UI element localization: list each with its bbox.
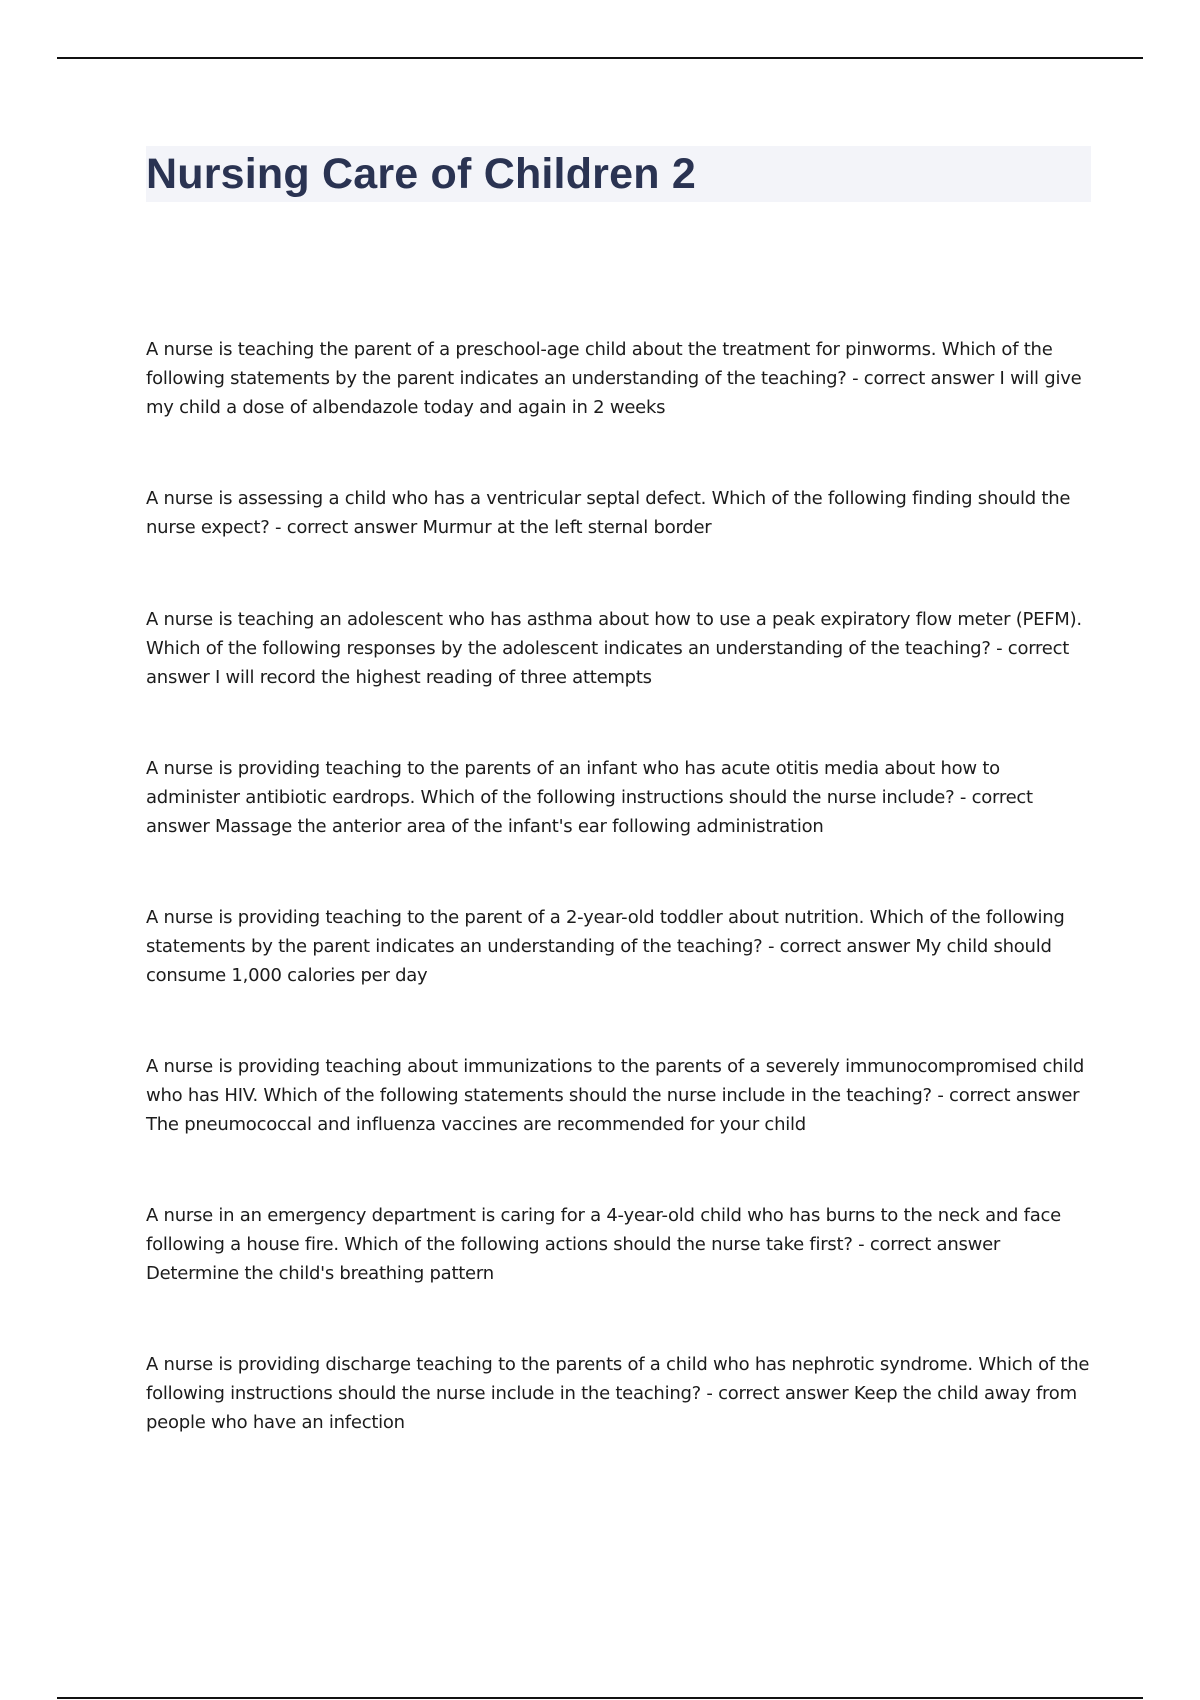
- page-title: Nursing Care of Children 2: [146, 150, 696, 198]
- qa-item: A nurse is providing teaching to the parent of a 2-year-old toddler about nutrition. Which of the following statements by the parent indicates an understanding of the teaching? - correct answer My child should consume 1,000 calories per day: [146, 907, 1065, 986]
- bottom-divider: [57, 1697, 1143, 1699]
- qa-item: A nurse is providing teaching to the parents of an infant who has acute otitis media about how to administer antibiotic eardrops. Which of the following instructions should the nurse include? - correct answer Massage the anterior area of the infant's ear following administration: [146, 758, 1033, 837]
- top-divider: [57, 57, 1143, 59]
- qa-item: A nurse is teaching an adolescent who has asthma about how to use a peak expiratory flow meter (PEFM). Which of the following responses by the adolescent indicates an understanding of the teaching? - correct answer I will record the highest reading of three attempts: [146, 609, 1082, 688]
- question-answer-list: [146, 335, 1091, 1499]
- qa-item: A nurse is providing teaching about immunizations to the parents of a severely immunocompromised child who has HIV. Which of the following statements should the nurse include in the teaching? - correct answer The pneumococcal and influenza vaccines are recommended for your child: [146, 1056, 1084, 1135]
- qa-item: A nurse is teaching the parent of a preschool-age child about the treatment for pinworms. Which of the following statements by the parent indicates an understanding of the teaching? - correct answer I will give my child a dose of albendazole today and again in 2 weeks: [146, 339, 1082, 418]
- qa-item: A nurse in an emergency department is caring for a 4-year-old child who has burns to the neck and face following a house fire. Which of the following actions should the nurse take first? - correct answer Determine the child's breathing pattern: [146, 1205, 1061, 1284]
- qa-item: A nurse is providing discharge teaching to the parents of a child who has nephrotic syndrome. Which of the following instructions should the nurse include in the teaching? - correct answer Keep the child away from people who have an infection: [146, 1354, 1090, 1433]
- qa-item: A nurse is assessing a child who has a ventricular septal defect. Which of the following finding should the nurse expect? - correct answer Murmur at the left sternal border: [146, 488, 1071, 538]
